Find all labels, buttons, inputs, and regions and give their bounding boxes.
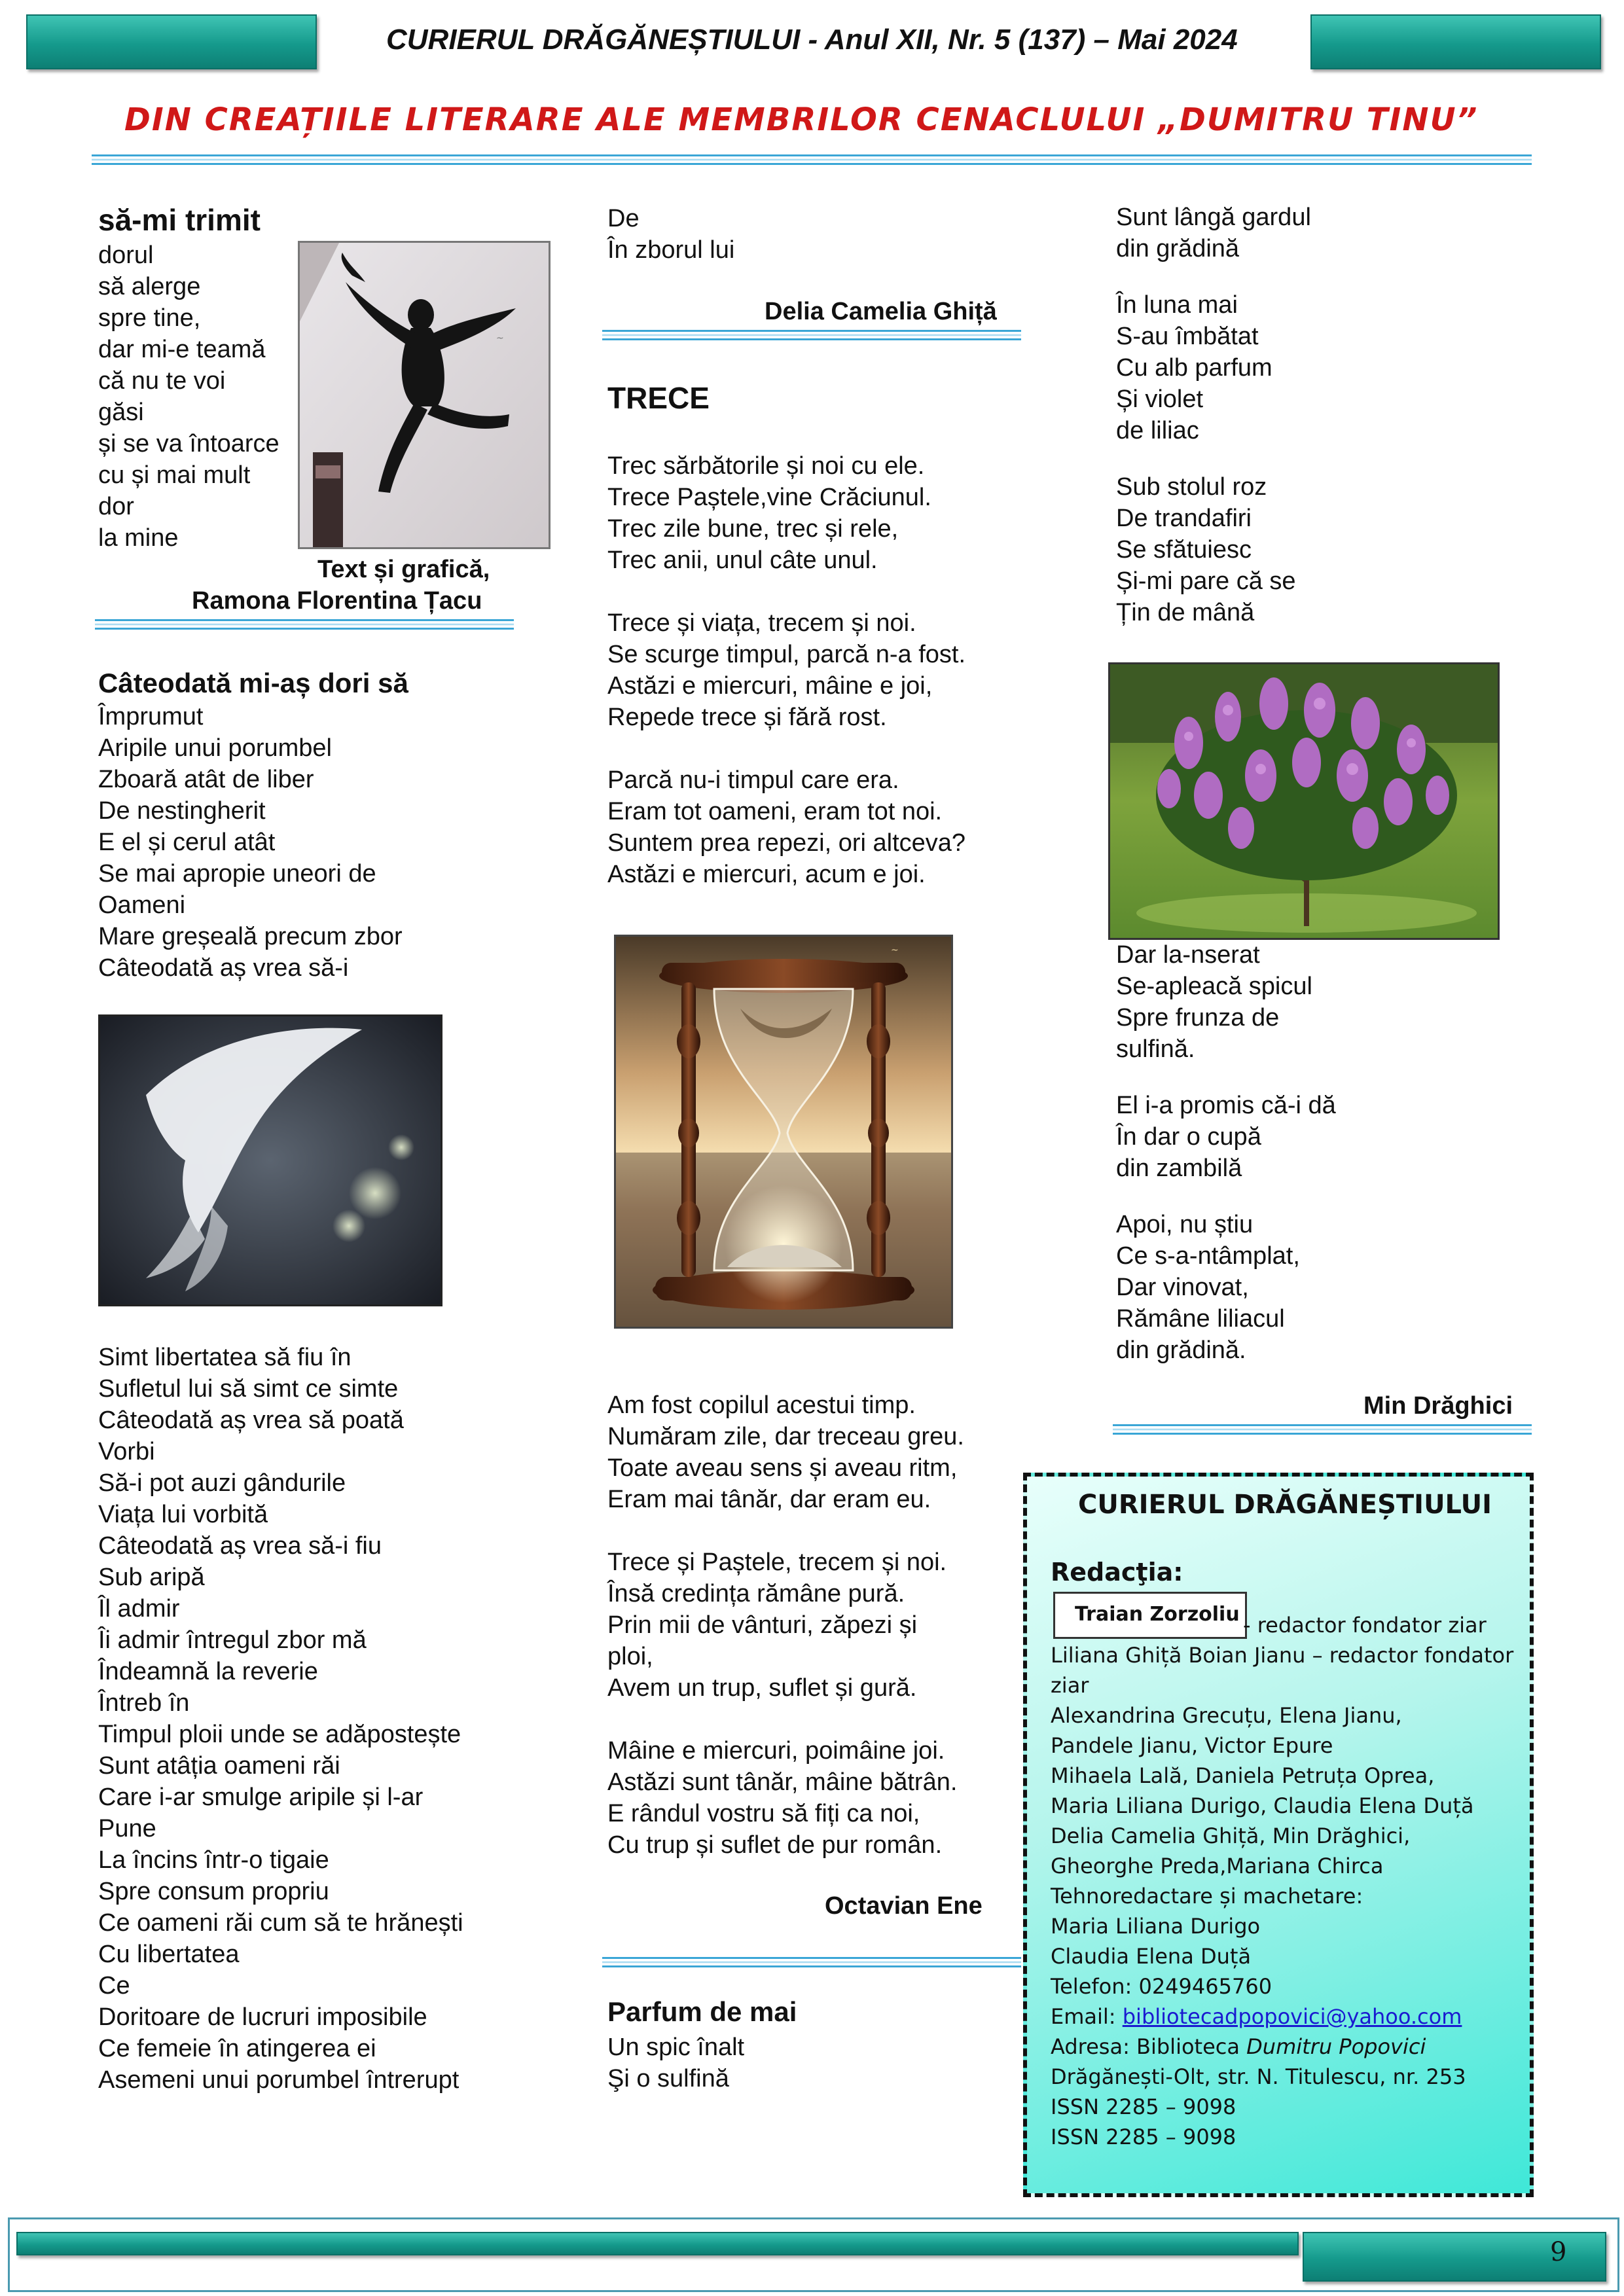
poem-line: Trec anii, unul câte unul. [607, 547, 878, 574]
poem-line: El i-a promis că-i dă [1116, 1092, 1336, 1119]
poem-line: Şi o sulfină [607, 2065, 729, 2092]
poem-line: Ce femeie în atingerea ei [98, 2035, 376, 2062]
poem-line: Trece și viața, trecem și noi. [607, 609, 916, 637]
poem-line: De nestingherit [98, 797, 266, 825]
editorial-line: Alexandrina Grecuțu, Elena Jianu, [1051, 1703, 1402, 1728]
poem-line: Număram zile, dar treceau greu. [607, 1423, 964, 1450]
poem-line: Eram tot oameni, eram tot noi. [607, 798, 943, 825]
poem-line: Îi admir întregul zbor mă [98, 1626, 367, 1654]
poem-line: În luna mai [1116, 291, 1238, 319]
column2-rule-2 [602, 1957, 1021, 1967]
poem-line: Timpul ploii unde se adăpostește [98, 1721, 461, 1748]
poem-line: Sub aripă [98, 1564, 205, 1591]
svg-text:~: ~ [496, 333, 504, 344]
poem-line: Vorbi [98, 1438, 155, 1465]
poem-line: ploi, [607, 1643, 653, 1670]
author-octavian-ene: Octavian Ene [825, 1892, 983, 1920]
poem-line: Se-apleacă spicul [1116, 973, 1312, 1000]
footer-left-bar [16, 2232, 1299, 2255]
poem-line: din zambilă [1116, 1155, 1242, 1182]
editorial-line: Mihaela Lală, Daniela Petruța Oprea, [1051, 1763, 1435, 1788]
poem-line: La încins într-o tigaie [98, 1846, 329, 1874]
editorial-line: Gheorghe Preda,Mariana Chirca [1051, 1854, 1384, 1878]
section-title: DIN CREAȚIILE LITERARE ALE MEMBRILOR CENACLULUI „DUMITRU TINU” [124, 101, 1479, 138]
svg-text:~: ~ [891, 945, 899, 956]
lilac-bush-image [1108, 662, 1500, 940]
poem-line: Ce [98, 1972, 130, 2000]
poem-line: Avem un trup, suflet și gură. [607, 1674, 917, 1702]
newspaper-header-title: CURIERUL DRĂGĂNEȘTIULUI - Anul XII, Nr. 5 (137) – Mai 2024 [386, 24, 1238, 56]
poem-line: să alerge [98, 273, 201, 300]
poem-line: Un spic înalt [607, 2034, 745, 2061]
poem-line: Aripile unui porumbel [98, 734, 332, 762]
poem-line: De trandafiri [1116, 505, 1252, 532]
editorial-line: Claudia Elena Duță [1051, 1944, 1252, 1969]
poem-line: dor [98, 493, 134, 520]
poem-line: Doritoare de lucruri imposibile [98, 2003, 427, 2031]
poem-line: Trece și Paștele, trecem și noi. [607, 1549, 947, 1576]
poem-line: din grădină [1116, 235, 1240, 262]
header-left-bar [26, 14, 317, 69]
poem-line: Mâine e miercuri, poimâine joi. [607, 1737, 945, 1765]
poem-cateodata-body-a [98, 701, 403, 984]
poem-line: Se mai apropie uneori de [98, 860, 376, 888]
issn-line-1: ISSN 2285 – 9098 [1051, 2094, 1236, 2119]
poem-cateodata-body-b [98, 1342, 463, 2096]
author-min-draghici: Min Drăghici [1363, 1392, 1513, 1420]
column3-rule [1113, 1424, 1532, 1435]
poem-line: și se va întoarce [98, 430, 280, 457]
poem-line: Prin mii de vânturi, zăpezi și [607, 1611, 918, 1639]
address-label: Adresa: Biblioteca [1051, 2034, 1247, 2059]
poem-line: Care i-ar smulge aripile și l-ar [98, 1784, 424, 1811]
column1-rule-1 [95, 619, 514, 630]
poem-line: Astăzi e miercuri, mâine e joi, [607, 672, 933, 700]
address-name: Dumitru Popovici [1246, 2034, 1426, 2059]
address-line-2: Drăgănești-Olt, str. N. Titulescu, nr. 253 [1051, 2064, 1466, 2089]
poem-parfum-continuation-b [1116, 939, 1336, 1366]
email-row [1051, 2001, 1513, 2032]
poem-line: găsi [98, 399, 144, 426]
poem-title-cateodata: Câteodată mi-aș dori să [98, 668, 408, 698]
poem-line: Întreb în [98, 1689, 190, 1717]
poem-line: Cu alb parfum [1116, 354, 1272, 382]
poem-line: Se sfătuiesc [1116, 536, 1252, 564]
poem-line: Ce s-a-ntâmplat, [1116, 1242, 1300, 1270]
editorial-line: Maria Liliana Durigo, Claudia Elena Duță [1051, 1793, 1474, 1818]
editorial-line: Pandele Jianu, Victor Epure [1051, 1733, 1333, 1758]
poem-trece-body-b [607, 1390, 964, 1861]
email-link[interactable]: bibliotecadpopovici@yahoo.com [1122, 2004, 1462, 2029]
issn-line-2: ISSN 2285 – 9098 [1051, 2125, 1236, 2149]
section-title-rule [92, 154, 1532, 165]
poem-line: sulfină. [1116, 1035, 1195, 1063]
poem-line: Spre frunza de [1116, 1004, 1280, 1031]
editorial-line: Telefon: 0249465760 [1051, 1974, 1272, 1999]
editorial-line: ziar [1051, 1673, 1089, 1698]
poem-line: Sunt atâția oameni răi [98, 1752, 340, 1780]
poem-line: Însă credința rămâne pură. [607, 1580, 905, 1607]
editorial-members [1051, 1640, 1513, 2152]
poem-line: de liliac [1116, 417, 1199, 444]
poem-trece-body-a [607, 450, 965, 890]
poem-line: Repede trece și fără rost. [607, 704, 887, 731]
poem-sa-mi-trimit-body [98, 240, 280, 554]
poem-line: Se scurge timpul, parcă n-a fost. [607, 641, 966, 668]
credit-line-2: Ramona Florentina Țacu [192, 587, 482, 615]
founder-name-box [1053, 1592, 1247, 1639]
poem-line: Suntem prea repezi, ori altceva? [607, 829, 966, 857]
poem-line: Parcă nu-i timpul care era. [607, 766, 899, 794]
poem-line: Am fost copilul acestui timp. [607, 1391, 916, 1419]
poem-line: Țin de mână [1116, 599, 1255, 626]
poem-line: Cu libertatea [98, 1941, 240, 1968]
poem-line: S-au îmbătat [1116, 323, 1259, 350]
poem-line: Sub stolul roz [1116, 473, 1267, 501]
poem-line: dorul [98, 242, 154, 269]
poem-line: Asemeni unui porumbel întrerupt [98, 2066, 460, 2094]
hourglass-image [614, 935, 953, 1329]
founder-role: - redactor fondator ziar [1243, 1613, 1487, 1638]
poem-line: Îndeamnă la reverie [98, 1658, 318, 1685]
page-number: 9 [1550, 2237, 1567, 2267]
poem-line: Dar la-nserat [1116, 941, 1260, 969]
poem-line: De [607, 205, 640, 232]
poem-parfum-continuation [1116, 202, 1311, 628]
poem-continuation [607, 203, 734, 266]
poem-line: Sufletul lui să simt ce simte [98, 1375, 399, 1403]
poem-line: spre tine, [98, 304, 201, 332]
poem-line: Toate aveau sens și aveau ritm, [607, 1454, 958, 1482]
poem-line: dar mi-e teamă [98, 336, 266, 363]
address-row [1051, 2032, 1513, 2062]
poem-line: În zborul lui [607, 236, 735, 264]
editorial-line: Liliana Ghiță Boian Jianu – redactor fondator [1051, 1643, 1514, 1668]
poem-title-parfum-de-mai: Parfum de mai [607, 1996, 797, 2027]
white-wing-image [98, 1014, 442, 1306]
poem-line: la mine [98, 524, 179, 552]
credit-line-1: Text și grafică, [317, 556, 490, 583]
editorial-line: Maria Liliana Durigo [1051, 1914, 1261, 1939]
poem-title-trece: TRECE [607, 381, 710, 415]
poem-line: Spre consum propriu [98, 1878, 329, 1905]
poem-line: Trec sărbătorile și noi cu ele. [607, 452, 925, 480]
poem-line: Eram mai tânăr, dar eram eu. [607, 1486, 931, 1513]
poem-line: Rămâne liliacul [1116, 1305, 1285, 1333]
poem-line: Și violet [1116, 386, 1204, 413]
poem-parfum-body [607, 2032, 744, 2094]
poem-line: Împrumut [98, 703, 204, 730]
poem-line: Să-i pot auzi gândurile [98, 1469, 346, 1497]
header-right-bar [1310, 14, 1601, 69]
poem-line: cu și mai mult [98, 461, 251, 489]
poem-line: Simt libertatea să fiu în [98, 1344, 352, 1371]
poem-line: E rândul vostru să fiți ca noi, [607, 1800, 920, 1827]
dancer-drawing-image [298, 241, 550, 549]
email-label: Email: [1051, 2004, 1123, 2029]
poem-line: Sunt lângă gardul [1116, 204, 1311, 231]
poem-title-sa-mi-trimit: să-mi trimit [98, 203, 261, 237]
poem-line: Câteodată aș vrea să-i fiu [98, 1532, 382, 1560]
editorial-line: Tehnoredactare și machetare: [1051, 1884, 1363, 1909]
poem-line: Mare greșeală precum zbor [98, 923, 403, 950]
poem-line: Viața lui vorbită [98, 1501, 268, 1528]
poem-line: Oameni [98, 891, 186, 919]
editorial-title: CURIERUL DRĂGĂNEȘTIULUI [1078, 1490, 1492, 1520]
poem-line: din grădină. [1116, 1336, 1246, 1364]
poem-line: Ce oameni răi cum să te hrănești [98, 1909, 463, 1937]
poem-line: Dar vinovat, [1116, 1274, 1249, 1301]
poem-line: Astăzi sunt tânăr, mâine bătrân. [607, 1768, 958, 1796]
poem-line: Astăzi e miercuri, acum e joi. [607, 861, 926, 888]
poem-line: Îl admir [98, 1595, 180, 1623]
poem-line: Și-mi pare că se [1116, 567, 1296, 595]
poem-line: Trece Paștele,vine Crăciunul. [607, 484, 931, 511]
poem-line: Pune [98, 1815, 156, 1842]
author-delia-camelia-ghita: Delia Camelia Ghiță [765, 298, 997, 325]
poem-line: Cu trup și suflet de pur român. [607, 1831, 943, 1859]
poem-line: E el și cerul atât [98, 829, 276, 856]
poem-line: În dar o cupă [1116, 1123, 1261, 1151]
poem-line: Trec zile bune, trec și rele, [607, 515, 899, 543]
poem-line: că nu te voi [98, 367, 226, 395]
editorial-box [1023, 1473, 1534, 2197]
column2-rule-1 [602, 330, 1021, 340]
editorial-line: Delia Camelia Ghiță, Min Drăghici, [1051, 1823, 1411, 1848]
poem-line: Câteodată aș vrea să poată [98, 1407, 404, 1434]
redactia-label: Redacţia: [1051, 1558, 1183, 1587]
founder-name: Traian Zorzoliu [1075, 1603, 1240, 1626]
poem-line: Zboară atât de liber [98, 766, 314, 793]
poem-line: Câteodată aș vrea să-i [98, 954, 349, 982]
poem-line: Apoi, nu știu [1116, 1211, 1254, 1238]
